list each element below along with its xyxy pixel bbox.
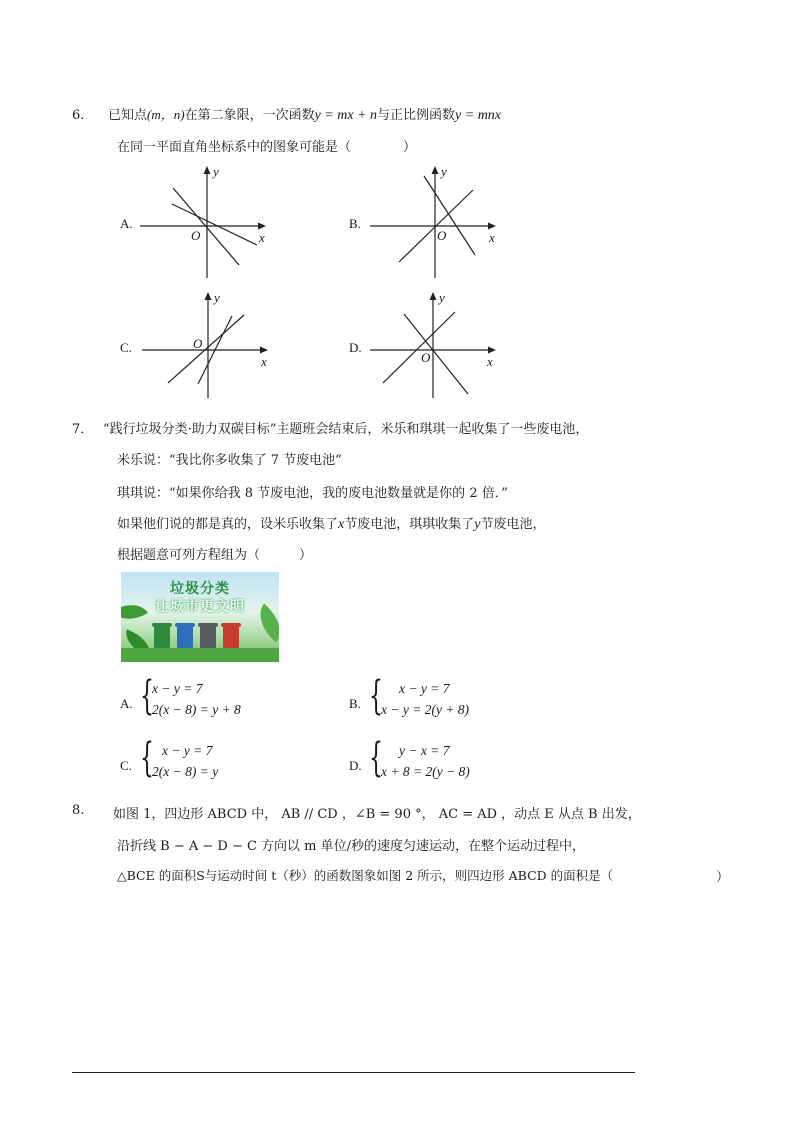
graph-line-1 xyxy=(383,312,455,383)
q7-option-b-label: B. xyxy=(349,696,361,711)
brace: { xyxy=(369,735,383,781)
garbage-sorting-banner xyxy=(121,572,279,662)
q7-number: 7． xyxy=(72,422,94,437)
q6-option-c-label: C. xyxy=(120,340,132,355)
equation-1: y − x = 7 xyxy=(399,743,450,758)
q6-point: (m，n) xyxy=(147,107,185,122)
q7-var-x: x xyxy=(338,517,345,532)
q7-line1: “践行垃圾分类·助力双碳目标”主题班会结束后，米乐和琪琪一起收集了一些废电池， xyxy=(103,422,589,437)
graph-line-2 xyxy=(404,314,468,394)
banner-subtitle: 让城市更文明 xyxy=(155,599,245,615)
equation-2: x − y = 2(y + 8) xyxy=(381,702,470,717)
x-label: x xyxy=(487,354,493,369)
q6-option-b-label: B. xyxy=(349,216,361,231)
q8-line3-end: ） xyxy=(716,870,730,885)
q6-text-a: 已知点 xyxy=(108,108,148,123)
y-label: y xyxy=(213,164,219,179)
brace: { xyxy=(140,735,154,781)
blue-bin-icon xyxy=(177,626,193,648)
red-bin-icon xyxy=(223,626,239,648)
banner-title: 垃圾分类 xyxy=(170,581,230,597)
footer-rule xyxy=(72,1072,635,1073)
y-label: y xyxy=(439,290,445,305)
q6-func2: y = mnx xyxy=(455,108,502,123)
x-label: x xyxy=(261,354,267,369)
q7-option-d-label: D. xyxy=(349,758,362,773)
q7-option-c-label: C. xyxy=(120,758,132,773)
equation-1: x − y = 7 xyxy=(162,743,213,758)
q8-line2: 沿折线 B − A − D − C 方向以 m 单位/秒的速度匀速运动，在整个运动过程中， xyxy=(117,839,586,854)
y-label: y xyxy=(441,164,447,179)
q8-line1: 如图 1，四边形 ABCD 中， AB // CD ，∠B = 90 °， AC = AD ，动点 E 从点 B 出发， xyxy=(113,807,641,822)
green-bin-icon xyxy=(154,626,170,648)
origin-label: O xyxy=(191,228,201,243)
equation-1: x − y = 7 xyxy=(399,681,450,696)
q7-var-y: y xyxy=(474,517,481,532)
q7-line4 xyxy=(117,513,545,533)
q6-number: 6． xyxy=(72,108,94,123)
q6-func1: y = mx + n xyxy=(314,108,378,123)
brace: { xyxy=(369,673,383,719)
q8-line3: △BCE 的面积S与运动时间 t（秒）的函数图象如图 2 所示，则四边形 ABCD 的面积是（ xyxy=(117,868,614,883)
q7-line4-a: 如果他们说的都是真的，设米乐收集了 xyxy=(117,517,339,532)
q7-line4-c: 节废电池， xyxy=(480,517,546,532)
y-axis-arrow xyxy=(430,292,437,300)
q6-text-c: 与正比例函数 xyxy=(377,108,456,123)
x-axis-arrow xyxy=(488,347,496,354)
q7-line2: 米乐说：“我比你多收集了 7 节废电池” xyxy=(117,453,342,468)
q6-option-d-label: D. xyxy=(349,340,362,355)
q6-text-b: 在第二象限，一次函数 xyxy=(184,108,315,123)
q6-stem-line2: 在同一平面直角坐标系中的图象可能是（ ） xyxy=(117,140,417,155)
q7-option-c-system xyxy=(140,735,300,786)
q8-number: 8. xyxy=(72,803,85,818)
equation-1: x − y = 7 xyxy=(152,681,203,696)
q7-line5: 根据题意可列方程组为（ ） xyxy=(117,548,313,563)
x-label: x xyxy=(489,230,495,245)
y-label: y xyxy=(214,290,220,305)
q7-option-a-label: A. xyxy=(120,696,133,711)
equation-2: 2(x − 8) = y xyxy=(152,764,219,779)
q7-line4-b: 节废电池，琪琪收集了 xyxy=(344,517,475,532)
q7-line3: 琪琪说：“如果你给我 8 节废电池，我的废电池数量就是你的 2 倍．” xyxy=(117,486,508,501)
equation-2: 2(x − 8) = y + 8 xyxy=(152,702,241,717)
origin-label: O xyxy=(437,228,447,243)
equation-2: x + 8 = 2(y − 8) xyxy=(381,764,470,779)
q7-option-a-system xyxy=(140,673,300,724)
grass xyxy=(121,648,279,662)
q7-option-b-system xyxy=(369,673,529,724)
q6-option-a-label: A. xyxy=(120,216,133,231)
q7-option-d-system xyxy=(369,735,529,786)
origin-label: O xyxy=(193,336,203,351)
origin-label: O xyxy=(421,350,431,365)
x-label: x xyxy=(259,230,265,245)
gray-bin-icon xyxy=(200,626,216,648)
brace: { xyxy=(140,673,154,719)
